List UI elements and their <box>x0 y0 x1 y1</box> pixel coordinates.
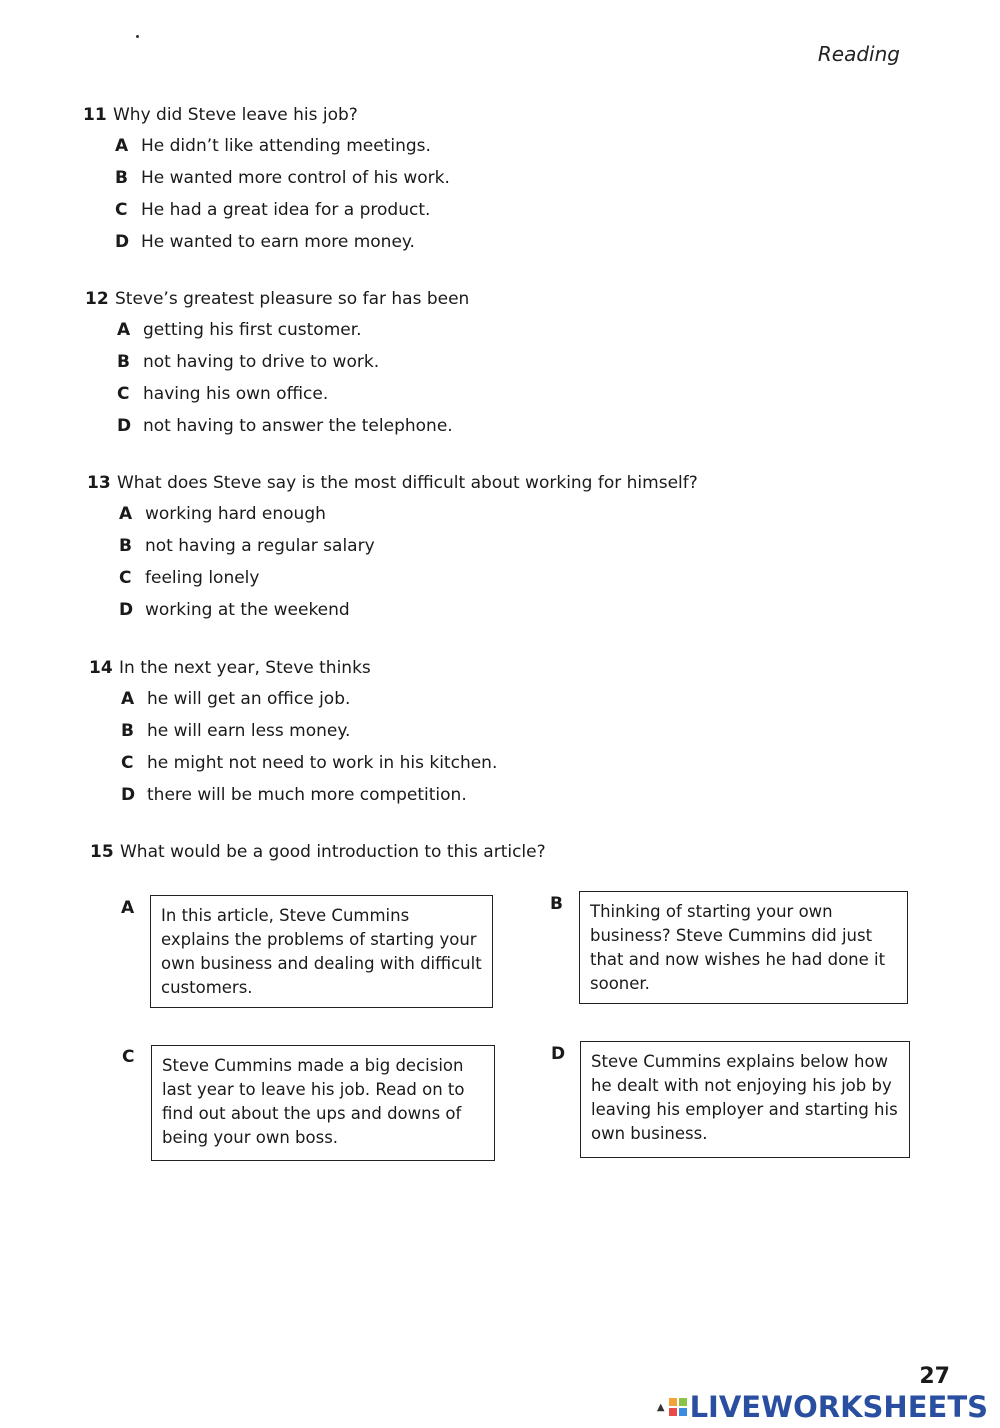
option-a[interactable]: A he will get an office job. <box>121 689 351 709</box>
question-11 <box>83 105 450 264</box>
logo-grid-icon <box>669 1398 687 1416</box>
liveworksheets-logo: ▲ LIVEWORKSHEETS <box>656 1390 988 1424</box>
choice-letter-b: B <box>550 894 563 914</box>
option-d[interactable]: D there will be much more competition. <box>121 785 467 805</box>
question-13 <box>87 473 698 632</box>
option-a[interactable]: A He didn’t like attending meetings. <box>115 136 431 156</box>
question-text: Steve’s greatest pleasure so far has been <box>115 289 470 309</box>
question-text: What does Steve say is the most difficult about working for himself? <box>117 473 698 493</box>
question-text: Why did Steve leave his job? <box>113 105 358 125</box>
choice-box-a[interactable]: In this article, Steve Cummins explains the problems of starting your own business and dealing with difficult customers. <box>150 895 493 1008</box>
choice-box-b[interactable]: Thinking of starting your own business? Steve Cummins did just that and now wishes he had done it sooner. <box>579 891 908 1004</box>
question-14 <box>89 658 497 817</box>
question-number: 13 <box>87 473 111 493</box>
option-b[interactable]: B He wanted more control of his work. <box>115 168 450 188</box>
choice-letter-c: C <box>122 1047 135 1067</box>
question-text: In the next year, Steve thinks <box>119 658 371 678</box>
question-12 <box>85 289 469 448</box>
choice-box-d[interactable]: Steve Cummins explains below how he dealt with not enjoying his job by leaving his employer and starting his own business. <box>580 1041 910 1158</box>
brand-text: LIVEWORKSHEETS <box>689 1390 988 1424</box>
option-c[interactable]: C having his own office. <box>117 384 329 404</box>
choice-box-c[interactable]: Steve Cummins made a big decision last year to leave his job. Read on to find out about the ups and downs of being your own boss. <box>151 1045 495 1161</box>
choice-letter-a: A <box>121 898 135 918</box>
option-c[interactable]: C feeling lonely <box>119 568 260 588</box>
scan-speck <box>136 35 139 38</box>
question-15 <box>90 842 546 862</box>
question-number: 11 <box>83 105 107 125</box>
option-c[interactable]: C he might not need to work in his kitchen. <box>121 753 498 773</box>
section-title: Reading <box>817 42 900 66</box>
question-number: 15 <box>90 842 114 862</box>
option-d[interactable]: D not having to answer the telephone. <box>117 416 453 436</box>
option-b[interactable]: B he will earn less money. <box>121 721 351 741</box>
question-text: What would be a good introduction to this article? <box>120 842 546 862</box>
option-b[interactable]: B not having a regular salary <box>119 536 375 556</box>
question-number: 12 <box>85 289 109 309</box>
option-a[interactable]: A working hard enough <box>119 504 326 524</box>
page-number: 27 <box>919 1364 950 1389</box>
option-c[interactable]: C He had a great idea for a product. <box>115 200 431 220</box>
choice-letter-d: D <box>551 1044 566 1064</box>
option-d[interactable]: D working at the weekend <box>119 600 350 620</box>
option-d[interactable]: D He wanted to earn more money. <box>115 232 415 252</box>
question-number: 14 <box>89 658 113 678</box>
option-a[interactable]: A getting his first customer. <box>117 320 362 340</box>
option-b[interactable]: B not having to drive to work. <box>117 352 380 372</box>
